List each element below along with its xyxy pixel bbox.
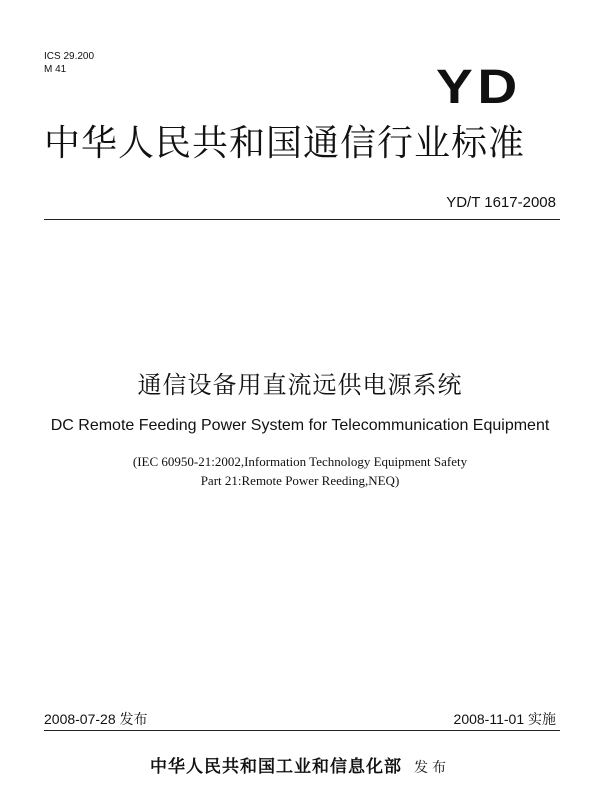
class-code: M 41 bbox=[44, 64, 67, 75]
publisher-name: 中华人民共和国工业和信息化部 bbox=[150, 757, 402, 777]
iec-reference-line2: Part 21:Remote Power Reeding,NEQ) bbox=[200, 473, 400, 488]
publisher-suffix: 发布 bbox=[414, 760, 450, 776]
organization-title: 中华人民共和国通信行业标准 bbox=[44, 123, 526, 164]
iec-reference-line1: (IEC 60950-21:2002,Information Technology Equipment Safety bbox=[132, 454, 468, 469]
footer-divider bbox=[44, 730, 560, 731]
english-title: DC Remote Feeding Power System for Telecommunication Equipment bbox=[50, 417, 550, 434]
yd-logo: YD bbox=[436, 61, 522, 114]
header-divider bbox=[44, 219, 560, 220]
iec-reference bbox=[0, 452, 600, 490]
chinese-title: 通信设备用直流远供电源系统 bbox=[137, 371, 463, 399]
ics-code: ICS 29.200 bbox=[44, 51, 95, 62]
publisher bbox=[0, 756, 600, 779]
standard-number: YD/T 1617-2008 bbox=[446, 194, 556, 211]
effective-date: 2008-11-01 实施 bbox=[453, 711, 556, 727]
issue-date: 2008-07-28 发布 bbox=[44, 711, 148, 727]
classification-codes bbox=[44, 50, 94, 76]
